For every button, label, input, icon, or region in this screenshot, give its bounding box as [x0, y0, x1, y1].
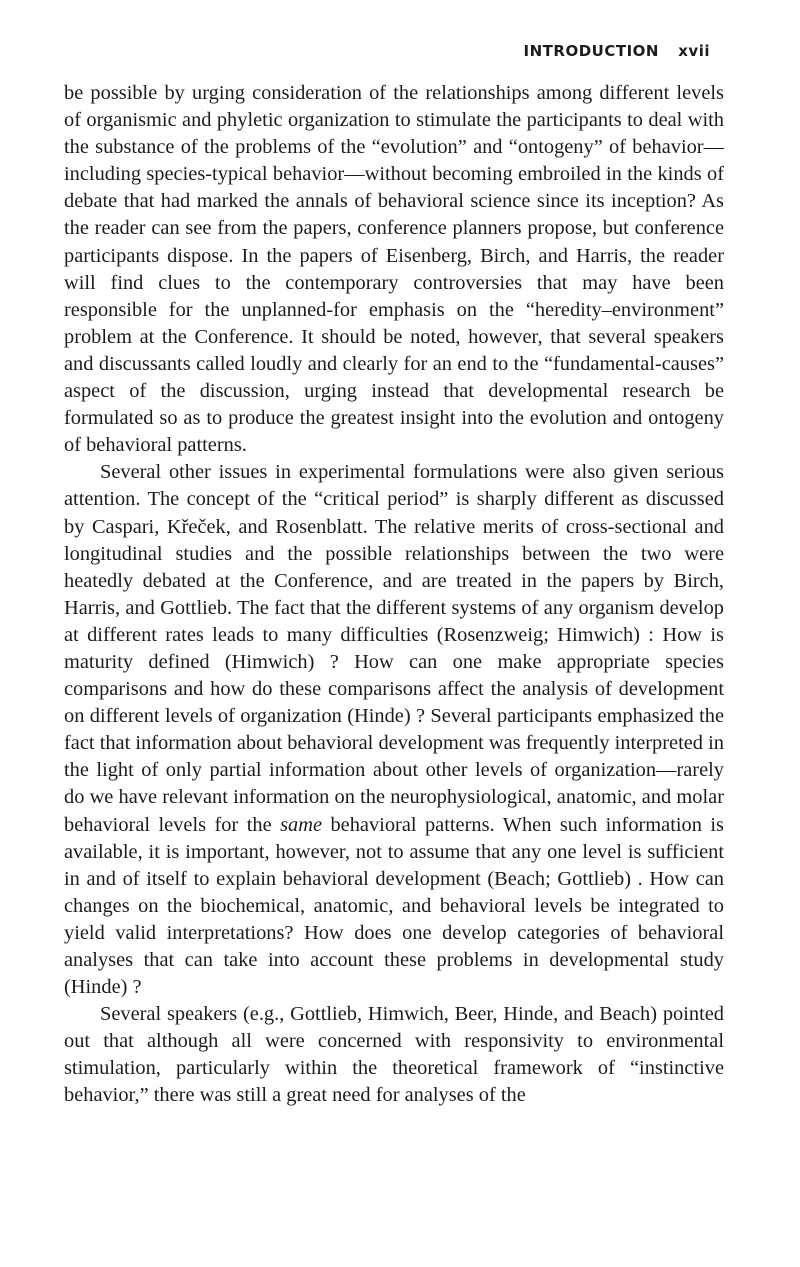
paragraph-3-text: Several speakers (e.g., Gottlieb, Himwich, Beer, Hinde, and Beach) pointed out that although all were concerned with responsivity to environmental stimulation, particularly within the theoretical framework of “instinctive behavior,” there was still a great need for analyses of the: [64, 1003, 724, 1107]
paragraph-1-text: be possible by urging consideration of the relationships among different levels of organismic and phyletic organization to stimulate the participants to deal with the substance of the problems of the “evolution” and “ontogeny” of behavior—including species-typical behavior—without becoming embroiled in the kinds of debate that had marked the annals of behavioral science since its inception? As the reader can see from the papers, conference planners propose, but conference participants dispose. In the papers of Eisenberg, Birch, and Harris, the reader will find clues to the contemporary controversies that may have been responsible for the unplanned-for emphasis on the “heredity–environment” problem at the Conference. It should be noted, however, that several speakers and discussants called loudly and clearly for an end to the “fundamental-causes” aspect of the discussion, urging instead that developmental research be formulated so as to produce the greatest insight into the evolution and ontogeny of behavioral patterns.: [64, 82, 724, 457]
paragraph-2-text-before: Several other issues in experimental formulations were also given serious attention. The concept of the “critical period” is sharply different as discussed by Caspari, Křeček, and Rosenblatt. The relative merits of cross-sectional and longitudinal studies and the possible relationships between the two were heatedly debated at the Conference, and are treated in the papers by Birch, Harris, and Gottlieb. The fact that the different systems of any organism develop at different rates leads to many difficulties (Rosenzweig; Himwich) : How is maturity defined (Himwich) ? How can one make appropriate species comparisons and how do these comparisons affect the analysis of development on different levels of organization (Hinde) ? Several participants emphasized the fact that information about behavioral development was frequently interpreted in the light of only partial information about other levels of organization—rarely do we have relevant information on the neurophysiological, anatomic, and molar behavioral levels for the: [64, 461, 724, 836]
paragraph-2: [64, 459, 724, 1001]
page-number: xvii: [678, 42, 710, 60]
paragraph-3: [64, 1001, 724, 1109]
body-text: [64, 80, 724, 1110]
paragraph-2-emphasis: same: [280, 813, 323, 836]
paragraph-2-text-after: behavioral patterns. When such information is available, it is important, however, not to assume that any one level is sufficient in and of itself to explain behavioral development (Beach; Gottlieb) . How can changes on the biochemical, anatomic, and behavioral levels be integrated to yield valid interpretations? How does one develop categories of behavioral analyses that can take into account these problems in developmental study (Hinde) ?: [64, 813, 724, 999]
running-header: [524, 42, 710, 60]
running-header-title: INTRODUCTION: [523, 42, 659, 60]
paragraph-1: [64, 80, 724, 459]
